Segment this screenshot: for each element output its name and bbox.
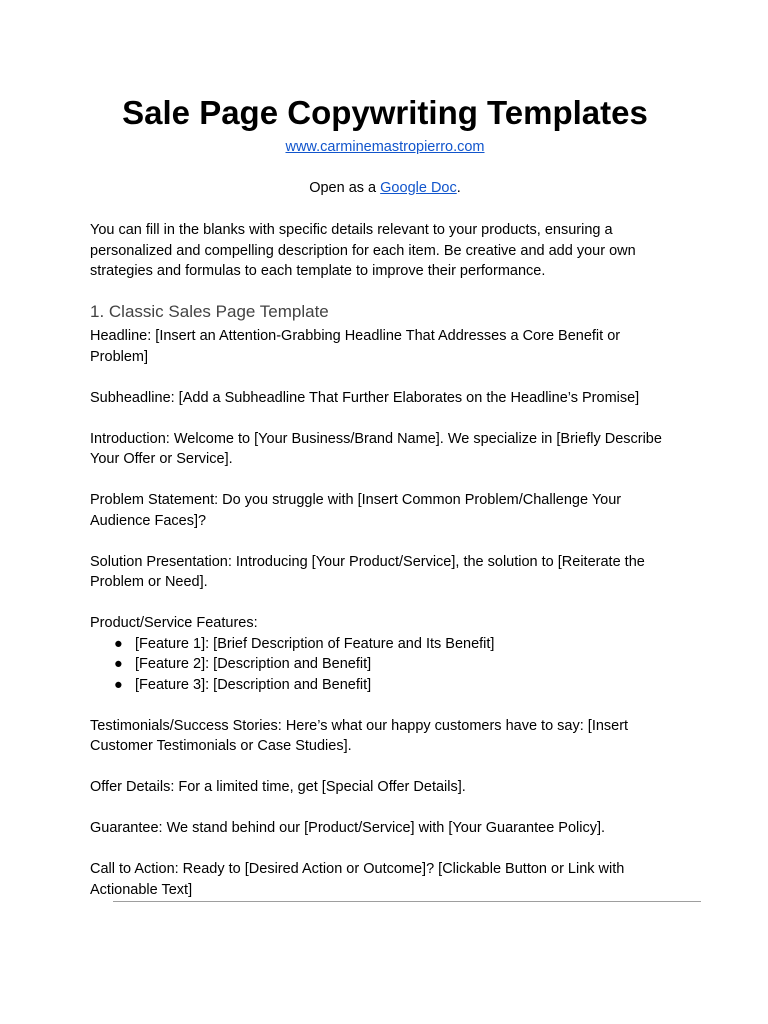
- template-body: [90, 326, 680, 921]
- introduction-paragraph: Introduction: Welcome to [Your Business/Brand Name]. We specialize in [Briefly Describe Your Offer or Service].: [90, 430, 662, 467]
- cta-paragraph: Call to Action: Ready to [Desired Action or Outcome]? [Clickable Button or Link with Actionable Text]: [90, 861, 625, 898]
- problem-paragraph: Problem Statement: Do you struggle with [Insert Common Problem/Challenge Your Audience Faces]?: [90, 492, 622, 529]
- bullet-icon: ●: [114, 635, 123, 652]
- footer-divider: [113, 901, 701, 902]
- features-list: [90, 634, 680, 696]
- solution-paragraph: Solution Presentation: Introducing [Your Product/Service], the solution to [Reiterate the Problem or Need].: [90, 553, 645, 590]
- headline-paragraph: Headline: [Insert an Attention-Grabbing Headline That Addresses a Core Benefit or Problem]: [90, 328, 621, 365]
- testimonials-paragraph: Testimonials/Success Stories: Here’s what our happy customers have to say: [Insert Customer Testimonials or Case Studies].: [90, 717, 629, 754]
- open-as-line: [90, 179, 680, 197]
- bullet-icon: ●: [114, 656, 123, 672]
- intro-paragraph: You can fill in the blanks with specific details relevant to your products, ensuring a personalized and compelling description for each item. Be creative and add your own strategies and formulas to each template to improve their performance.: [90, 222, 636, 279]
- guarantee-paragraph: Guarantee: We stand behind our [Product/Service] with [Your Guarantee Policy].: [90, 820, 606, 836]
- offer-paragraph: Offer Details: For a limited time, get [Special Offer Details].: [90, 779, 466, 795]
- google-doc-link[interactable]: Google Doc: [380, 180, 457, 196]
- website-link[interactable]: www.carminemastropierro.com: [285, 139, 485, 155]
- feature-text: [Feature 2]: [Description and Benefit]: [135, 656, 372, 672]
- open-prefix-text: Open as a: [309, 180, 381, 196]
- bullet-icon: ●: [114, 676, 123, 693]
- list-item: [114, 634, 680, 655]
- section-heading: 1. Classic Sales Page Template: [90, 302, 329, 321]
- list-item: [114, 675, 680, 696]
- features-label: Product/Service Features:: [90, 615, 258, 631]
- feature-text: [Feature 1]: [Brief Description of Feature and Its Benefit]: [135, 635, 495, 652]
- document-title: Sale Page Copywriting Templates: [122, 94, 648, 131]
- list-item: [114, 654, 680, 675]
- site-link-line: [90, 138, 680, 156]
- feature-text: [Feature 3]: [Description and Benefit]: [135, 676, 372, 693]
- subheadline-paragraph: Subheadline: [Add a Subheadline That Further Elaborates on the Headline’s Promise]: [90, 389, 640, 406]
- open-suffix-text: .: [456, 180, 461, 196]
